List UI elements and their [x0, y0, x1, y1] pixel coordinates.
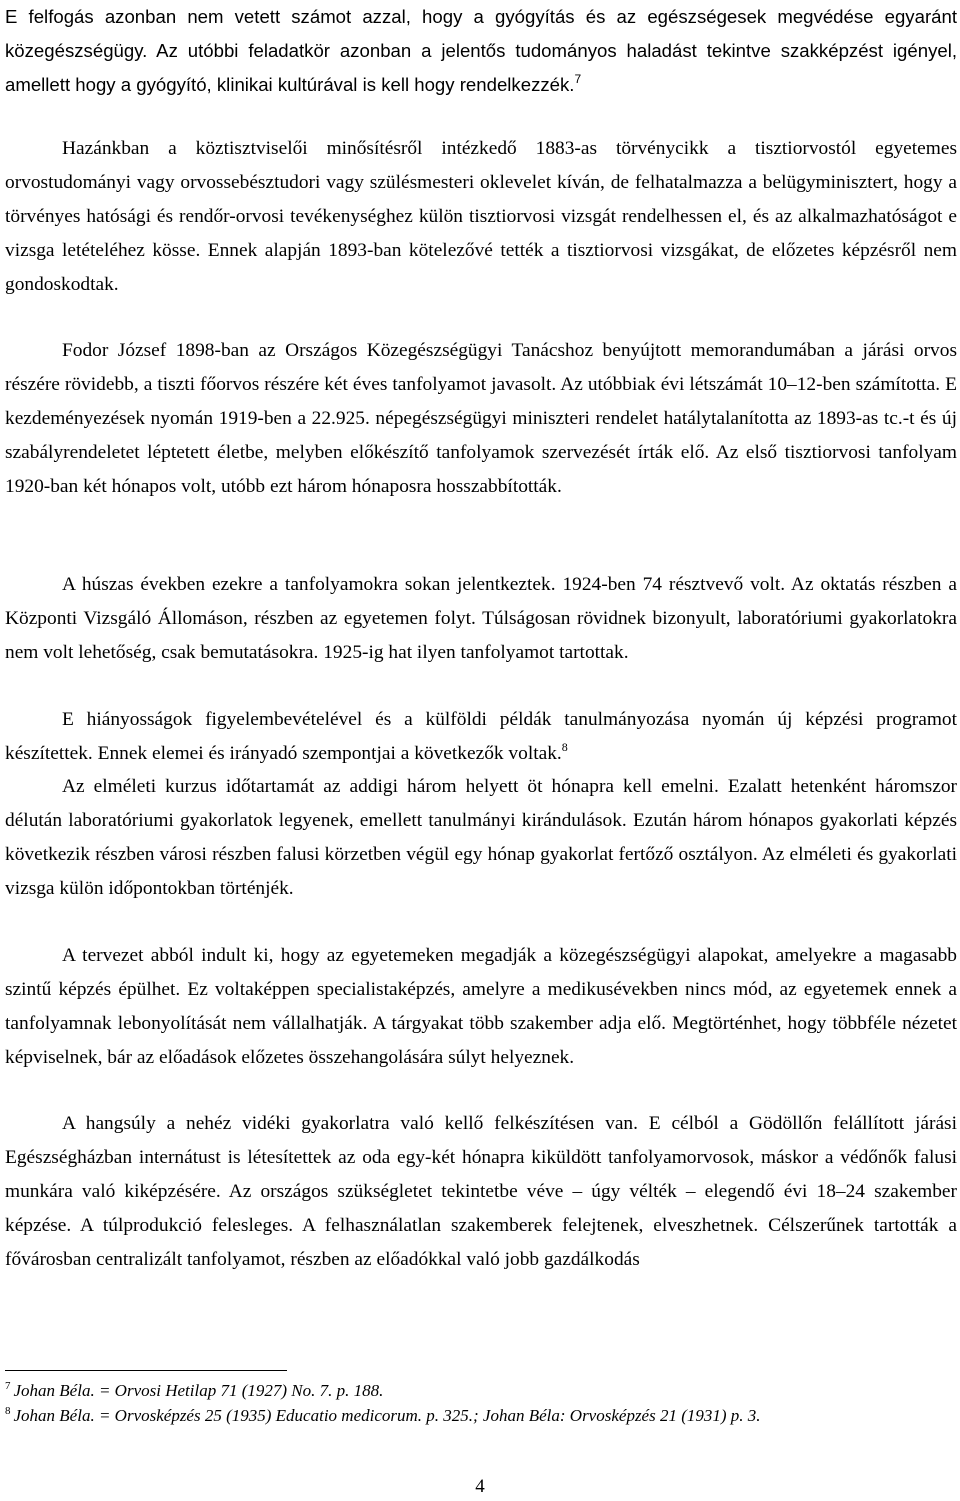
footnote-7-number: 7 [5, 1380, 11, 1392]
paragraph-4-text: A húszas években ezekre a tanfolyamokra sokan jelentkeztek. 1924-ben 74 résztvevő volt. Az oktatás részben a Központi Vizsgáló Állomáson, részben az egyetemen folyt. Túlságosan rövidnek bizonyult, laboratóriumi gyakorlatokra nem volt lehetőség, csak bemutatásokra. 1925-ig hat ilyen tanfolyamot tartottak. [5, 574, 957, 663]
footnote-separator [5, 1370, 287, 1371]
paragraph-6-text: Az elméleti kurzus időtartamát az addigi három helyett öt hónapra kell emelni. Ezalatt hetenként háromszor délután laboratóriumi gyakorlatok legyenek, emellett tanulmányi kirándulások. Ezután három hónapos gyakorlati képzés következik részben városi részben falusi körzetben végül egy hónap gyakorlat fertőző osztályon. Az elméleti és gyakorlati vizsga külön időpontokban történjék. [5, 776, 957, 899]
paragraph-5 [5, 703, 957, 771]
footnote-ref-8: 8 [561, 739, 568, 754]
footnote-8 [5, 1405, 957, 1427]
paragraph-3-text: Fodor József 1898-ban az Országos Közegészségügyi Tanácshoz benyújtott memorandumában a járási orvos részére rövidebb, a tiszti főorvos részére két éves tanfolyamot javasolt. Az utóbbiak évi létszámát 10–12-ben számította. E kezdeményezések nyomán 1919-ben a 22.925. népegészségügyi miniszteri rendelet hatálytalanította az 1893-as tc.-t és új szabályrendeletet léptetett életbe, melyben előkészítő tanfolyamok szervezését írták elő. Az első tisztiorvosi tanfolyam 1920-ban két hónapos volt, utóbb ezt három hónaposra hosszabbították. [5, 340, 957, 497]
paragraph-8 [5, 1107, 957, 1277]
paragraph-1-text: E felfogás azonban nem vetett számot azzal, hogy a gyógyítás és az egészségesek megvédése egyaránt közegészségügy. Az utóbbi feladatkör azonban a jelentős tudományos haladást tekintve szakképzést igényel, amellett hogy a gyógyító, klinikai kultúrával is kell hogy rendelkezzék. [5, 6, 957, 95]
footnote-ref-7: 7 [574, 71, 582, 86]
paragraph-1 [5, 0, 957, 102]
footnote-8-number: 8 [5, 1405, 11, 1417]
paragraph-3 [5, 334, 957, 504]
paragraph-7 [5, 939, 957, 1075]
paragraph-6 [5, 770, 957, 906]
paragraph-2-text: Hazánkban a köztisztviselői minősítésről intézkedő 1883-as törvénycikk a tisztiorvostól egyetemes orvostudományi vagy orvossebésztudori vagy szülésmesteri oklevelet kíván, de felhatalmazza a belügyminisztert, hogy a törvényes hatósági és rendőr-orvosi tevékenységhez külön tisztiorvosi vizsgát rendelhessen el, és az alkalmazhatóságot e vizsga letételéhez kösse. Ennek alapján 1893-ban kötelezővé tették a tisztiorvosi vizsgákat, de előzetes képzésről nem gondoskodtak. [5, 138, 957, 295]
footnote-8-text: Johan Béla. = Orvosképzés 25 (1935) Educatio medicorum. p. 325.; Johan Béla: Orvosképzés 21 (1931) p. 3. [13, 1406, 761, 1425]
page-number: 4 [475, 1476, 485, 1497]
paragraph-7-text: A tervezet abból indult ki, hogy az egyetemeken megadják a közegészségügyi alapokat, amelyekre a magasabb szintű képzés épülhet. Ez voltaképpen specialistaképzés, amelyre a medikusévekben nincs mód, az egyetemek ennek a tanfolyamnak lebonyolítását nem vállalhatják. A tárgyakat több szakember adja elő. Megtörténhet, hogy többféle nézetet képviselnek, bár az előadások előzetes összehangolására súlyt helyeznek. [5, 945, 957, 1068]
paragraph-8-text: A hangsúly a nehéz vidéki gyakorlatra való kellő felkészítésen van. E célból a Gödöllőn felállított járási Egészségházban internátust is létesítettek az oda egy-két hónapra kiküldött tanfolyamorvosok, máskor a védőnők falusi munkára való kiképzésére. Az országos szükségletet tekintetbe véve – úgy vélték – elegendő évi 18–24 szakember képzése. A túlprodukció felesleges. A felhasználatlan szakemberek felejtenek, elveszhetnek. Célszerűnek tartották a fővárosban centralizált tanfolyamot, részben az előadókkal való jobb gazdálkodás [5, 1113, 957, 1270]
paragraph-5-text: E hiányosságok figyelembevételével és a külföldi példák tanulmányozása nyomán új képzési programot készítettek. Ennek elemei és irányadó szempontjai a következők voltak. [5, 709, 957, 764]
paragraph-4 [5, 568, 957, 670]
footnote-7-text: Johan Béla. = Orvosi Hetilap 71 (1927) No. 7. p. 188. [13, 1381, 384, 1400]
paragraph-2 [5, 132, 957, 302]
footnote-7 [5, 1380, 957, 1402]
